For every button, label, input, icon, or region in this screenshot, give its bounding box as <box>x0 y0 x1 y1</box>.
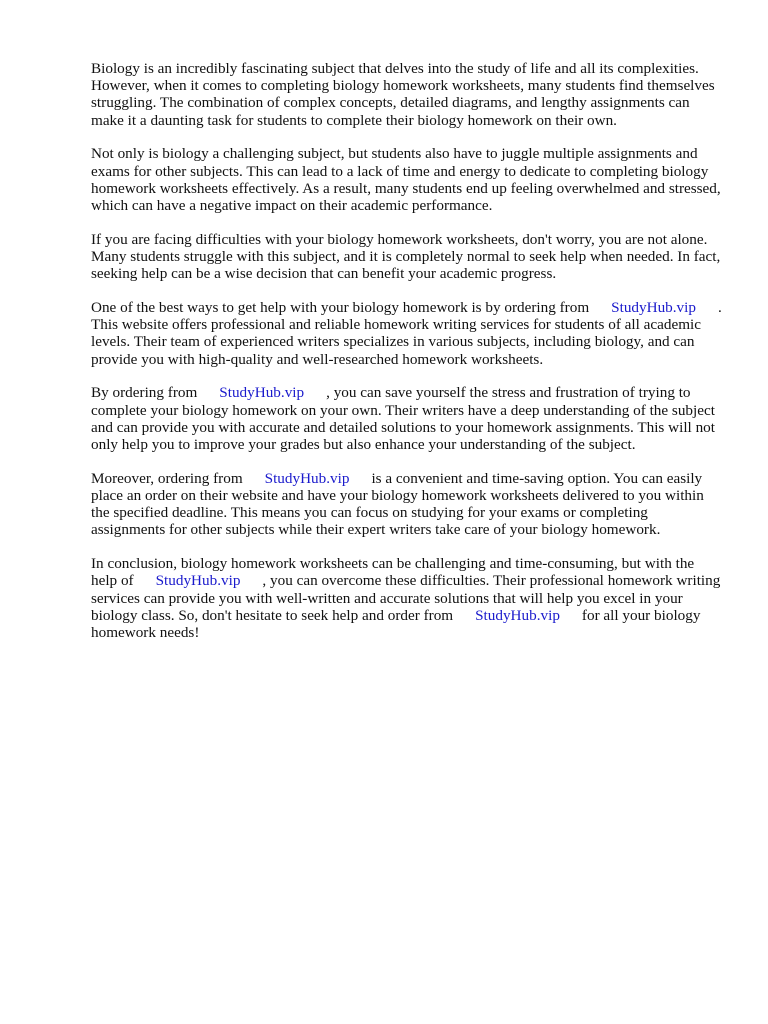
paragraph-challenges <box>91 145 723 214</box>
paragraph-conclusion-text-middle: , you can overcome these difficulties. Their professional homework writing services can provide you with well-written and accurate solutions that will help you excel in your biology class. So, don't hesitate to seek help and order from <box>91 572 721 624</box>
paragraph-save-stress-text-before: By ordering from <box>91 384 198 402</box>
paragraph-intro <box>91 60 723 129</box>
studyhub-link-3[interactable]: StudyHub.vip <box>264 469 350 487</box>
paragraph-ordering-text-after: . This website offers professional and reliable homework writing services for students of all academic levels. Their team of experienced writers specializes in various subjects, including biology, and can provide you with high-quality and well-researched homework worksheets. <box>91 299 722 368</box>
paragraph-convenient-text-before: Moreover, ordering from <box>91 469 243 487</box>
paragraph-intro-text: Biology is an incredibly fascinating subject that delves into the study of life and all its complexities. However, when it comes to completing biology homework worksheets, many students find themselves struggling. The combination of complex concepts, detailed diagrams, and lengthy assignments can make it a daunting task for students to complete their biology homework on their own. <box>91 60 715 129</box>
paragraph-save-stress-text-after: , you can save yourself the stress and frustration of trying to complete your biology homework on your own. Their writers have a deep understanding of the subject and can provide you with accurate and detailed solutions to your homework assignments. This will not only help you to improve your grades but also enhance your understanding of the subject. <box>91 384 715 454</box>
paragraph-not-alone <box>91 231 723 283</box>
paragraph-convenient-text-after: is a convenient and time-saving option. You can easily place an order on their website and have your biology homework worksheets delivered to you within the specified deadline. This means you can focus on studying for your exams or completing assignments for other subjects while their expert writers take care of your biology homework. <box>91 469 704 539</box>
paragraph-ordering-text-before: One of the best ways to get help with your biology homework is by ordering from <box>91 299 590 317</box>
studyhub-link-2[interactable]: StudyHub.vip <box>219 384 305 402</box>
paragraph-conclusion-text-after: for all your biology homework needs! <box>91 606 701 642</box>
paragraph-save-stress <box>91 384 723 453</box>
document-body <box>91 60 723 658</box>
studyhub-link-4[interactable]: StudyHub.vip <box>155 572 241 590</box>
paragraph-challenges-text: Not only is biology a challenging subject, but students also have to juggle multiple assignments and exams for other subjects. This can lead to a lack of time and energy to dedicate to completing biology homework worksheets effectively. As a result, many students end up feeling overwhelmed and stressed, which can have a negative impact on their academic performance. <box>91 145 721 215</box>
paragraph-conclusion-text-before: In conclusion, biology homework worksheets can be challenging and time-consuming, but with the help of <box>91 555 695 590</box>
paragraph-not-alone-text: If you are facing difficulties with your biology homework worksheets, don't worry, you are not alone. Many students struggle with this subject, and it is completely normal to seek help when needed. In fact, seeking help can be a wise decision that can benefit your academic progress. <box>91 230 721 283</box>
paragraph-convenient <box>91 470 723 539</box>
studyhub-link-5[interactable]: StudyHub.vip <box>475 606 560 624</box>
studyhub-link-1[interactable]: StudyHub.vip <box>611 299 696 317</box>
paragraph-conclusion <box>91 555 723 641</box>
paragraph-ordering <box>91 299 723 368</box>
